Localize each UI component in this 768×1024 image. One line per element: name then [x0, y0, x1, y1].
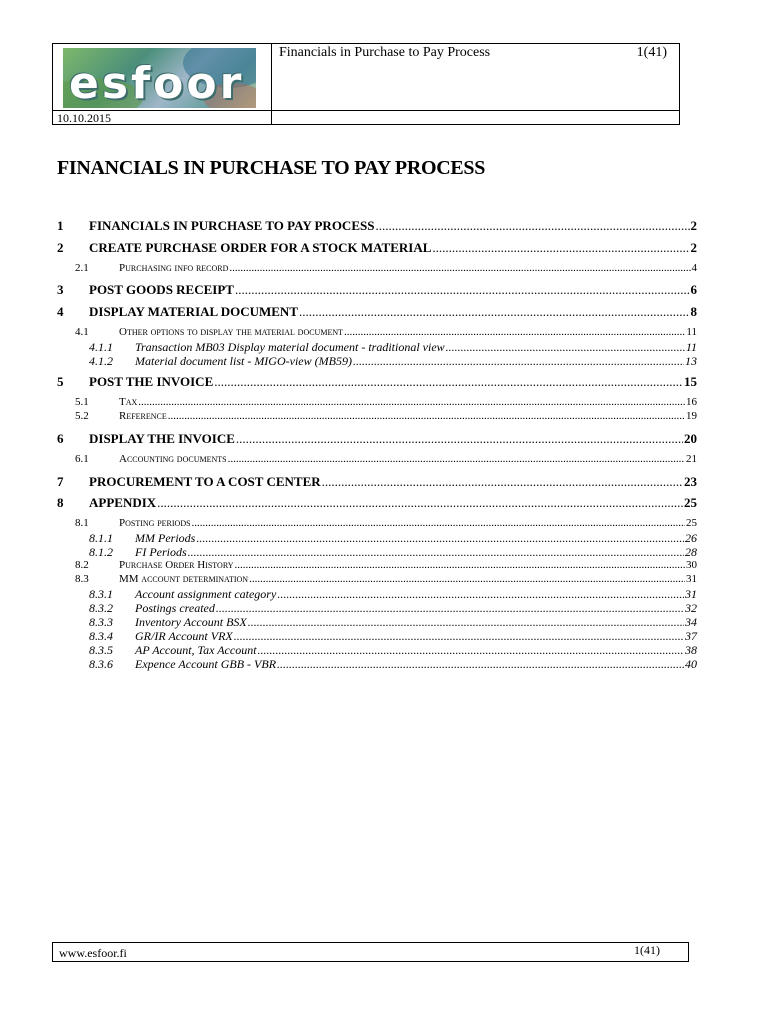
toc-entry-page: 26 — [685, 531, 697, 545]
toc-dot-leader — [138, 396, 685, 408]
toc-entry[interactable] — [57, 218, 697, 234]
footer-url: www.esfoor.fi — [59, 946, 127, 960]
toc-entry-page: 6 — [690, 282, 697, 297]
toc-dot-leader — [249, 573, 685, 585]
toc-entry[interactable] — [57, 354, 697, 369]
toc-entry-title: DISPLAY THE INVOICE — [89, 431, 235, 446]
toc-entry[interactable] — [57, 326, 697, 338]
toc-entry-number: 2.1 — [75, 262, 89, 274]
toc-entry-number: 8.3.5 — [89, 643, 113, 657]
toc-dot-leader — [375, 218, 689, 234]
toc-entry-page: 8 — [690, 304, 697, 319]
toc-entry[interactable] — [57, 374, 697, 390]
toc-entry-number: 8.2 — [75, 559, 89, 571]
toc-dot-leader — [157, 495, 683, 511]
esfoor-logo — [63, 48, 256, 108]
toc-dot-leader — [277, 657, 684, 672]
toc-dot-leader — [235, 559, 686, 571]
toc-entry-number: 8.3.6 — [89, 657, 113, 671]
toc-entry[interactable] — [57, 657, 697, 672]
toc-entry-title: CREATE PURCHASE ORDER FOR A STOCK MATERIAL — [89, 240, 432, 255]
toc-entry[interactable] — [57, 410, 697, 422]
toc-entry-number: 4.1 — [75, 326, 89, 338]
toc-entry[interactable] — [57, 615, 697, 630]
toc-dot-leader — [168, 410, 685, 422]
toc-entry[interactable] — [57, 573, 697, 585]
toc-entry-number: 8.1.2 — [89, 545, 113, 559]
toc-entry[interactable] — [57, 396, 697, 408]
toc-entry-title: Expence Account GBB - VBR — [135, 657, 277, 671]
toc-dot-leader — [344, 326, 685, 338]
toc-entry-title: PROCUREMENT TO A COST CENTER — [89, 474, 321, 489]
toc-entry[interactable] — [57, 601, 697, 616]
toc-entry-number: 6.1 — [75, 453, 89, 465]
toc-entry-title: Purchase Order History — [119, 559, 234, 571]
toc-entry-number: 3 — [57, 282, 64, 297]
toc-dot-leader — [277, 587, 684, 602]
toc-entry-title: MM account determination — [119, 573, 249, 585]
toc-entry-page: 38 — [685, 643, 697, 657]
header-table — [52, 43, 680, 125]
toc-entry-number: 8 — [57, 495, 64, 510]
toc-entry[interactable] — [57, 453, 697, 465]
toc-entry-number: 8.3.4 — [89, 629, 113, 643]
toc-entry-page: 28 — [685, 545, 697, 559]
toc-dot-leader — [192, 517, 685, 529]
toc-entry-page: 30 — [686, 559, 697, 571]
toc-entry-number: 7 — [57, 474, 64, 489]
toc-entry-number: 5.1 — [75, 396, 89, 408]
toc-entry-page: 32 — [685, 601, 697, 615]
toc-entry-number: 4 — [57, 304, 64, 319]
header-date: 10.10.2015 — [57, 111, 111, 125]
toc-entry-page: 2 — [690, 240, 697, 255]
toc-entry-title: FINANCIALS IN PURCHASE TO PAY PROCESS — [89, 218, 375, 233]
footer-box — [52, 942, 689, 962]
toc-entry-title: Accounting documents — [119, 453, 227, 465]
toc-dot-leader — [236, 431, 683, 447]
toc-entry[interactable] — [57, 474, 697, 490]
toc-entry[interactable] — [57, 517, 697, 529]
toc-entry-page: 23 — [684, 474, 697, 489]
toc-entry-page: 21 — [686, 453, 697, 465]
toc-entry-title: MM Periods — [135, 531, 196, 545]
toc-entry-page: 15 — [684, 374, 697, 389]
toc-entry-title: Tax — [119, 396, 138, 408]
toc-entry-title: Reference — [119, 410, 167, 422]
toc-entry-title: Account assignment category — [135, 587, 277, 601]
toc-entry-title: Transaction MB03 Display material document - traditional view — [135, 340, 445, 354]
toc-entry-number: 4.1.1 — [89, 340, 113, 354]
toc-entry[interactable] — [57, 431, 697, 447]
toc-entry-title: Purchasing info record — [119, 262, 229, 274]
toc-entry[interactable] — [57, 545, 697, 560]
logo-text: esfoor — [69, 58, 245, 108]
toc-entry[interactable] — [57, 340, 697, 355]
footer-page-ref: 1(41) — [634, 943, 660, 957]
toc-entry[interactable] — [57, 495, 697, 511]
header-divider-horizontal — [53, 110, 679, 111]
toc-entry[interactable] — [57, 282, 697, 298]
toc-entry-page: 11 — [686, 326, 697, 338]
toc-entry-title: Inventory Account BSX — [135, 615, 247, 629]
toc-dot-leader — [214, 374, 683, 390]
header-divider-vertical — [271, 44, 272, 124]
toc-entry-title: Other options to display the material document — [119, 326, 344, 338]
toc-entry-number: 8.1.1 — [89, 531, 113, 545]
toc-entry-page: 11 — [685, 340, 697, 354]
toc-dot-leader — [235, 282, 690, 298]
toc-entry[interactable] — [57, 629, 697, 644]
header-page-ref: 1(41) — [636, 45, 667, 60]
toc-entry-number: 8.3.3 — [89, 615, 113, 629]
toc-entry-page: 31 — [686, 573, 697, 585]
toc-entry-title: GR/IR Account VRX — [135, 629, 233, 643]
toc-entry-page: 4 — [691, 262, 697, 274]
toc-entry-page: 31 — [685, 587, 697, 601]
toc-entry-number: 5 — [57, 374, 64, 389]
toc-entry[interactable] — [57, 643, 697, 658]
toc-entry[interactable] — [57, 304, 697, 320]
toc-dot-leader — [432, 240, 689, 256]
toc-entry-title: POST GOODS RECEIPT — [89, 282, 234, 297]
toc-entry-page: 25 — [684, 495, 697, 510]
header-doc-title: Financials in Purchase to Pay Process — [279, 45, 491, 60]
toc-dot-leader — [299, 304, 690, 320]
toc-entry-number: 8.3.2 — [89, 601, 113, 615]
toc-entry-number: 1 — [57, 218, 64, 233]
toc-entry-number: 5.2 — [75, 410, 89, 422]
toc-entry[interactable] — [57, 559, 697, 571]
toc-dot-leader — [234, 629, 684, 644]
toc-entry-title: AP Account, Tax Account — [135, 643, 257, 657]
toc-entry-title: Posting periods — [119, 517, 191, 529]
toc-dot-leader — [216, 601, 684, 616]
toc-dot-leader — [196, 531, 684, 546]
toc-entry[interactable] — [57, 531, 697, 546]
toc-entry-page: 20 — [684, 431, 697, 446]
toc-entry-number: 8.1 — [75, 517, 89, 529]
toc-entry-title: Postings created — [135, 601, 215, 615]
toc-entry-page: 37 — [685, 629, 697, 643]
toc-entry[interactable] — [57, 262, 697, 274]
toc-entry-title: FI Periods — [135, 545, 187, 559]
page-title: FINANCIALS IN PURCHASE TO PAY PROCESS — [57, 157, 486, 179]
toc-entry-number: 8.3.1 — [89, 587, 113, 601]
toc-entry-title: APPENDIX — [89, 495, 157, 510]
toc-entry-page: 25 — [686, 517, 697, 529]
toc-entry-title: POST THE INVOICE — [89, 374, 214, 389]
toc-dot-leader — [446, 340, 685, 355]
toc-entry-page: 13 — [685, 354, 697, 368]
toc-entry-number: 6 — [57, 431, 64, 446]
toc-dot-leader — [229, 262, 690, 274]
toc-dot-leader — [258, 643, 684, 658]
toc-entry-page: 2 — [690, 218, 697, 233]
toc-entry-page: 16 — [686, 396, 697, 408]
toc-entry-number: 8.3 — [75, 573, 89, 585]
toc-entry[interactable] — [57, 587, 697, 602]
toc-dot-leader — [353, 354, 684, 369]
toc-entry-title: DISPLAY MATERIAL DOCUMENT — [89, 304, 298, 319]
toc-entry-title: Material document list - MIGO-view (MB59) — [135, 354, 352, 368]
toc-entry-page: 34 — [685, 615, 697, 629]
toc-dot-leader — [228, 453, 685, 465]
toc-entry[interactable] — [57, 240, 697, 256]
toc-dot-leader — [248, 615, 684, 630]
toc-entry-number: 4.1.2 — [89, 354, 113, 368]
toc-dot-leader — [322, 474, 683, 490]
toc-entry-page: 40 — [685, 657, 697, 671]
toc-dot-leader — [188, 545, 684, 560]
toc-entry-page: 19 — [686, 410, 697, 422]
toc-entry-number: 2 — [57, 240, 64, 255]
